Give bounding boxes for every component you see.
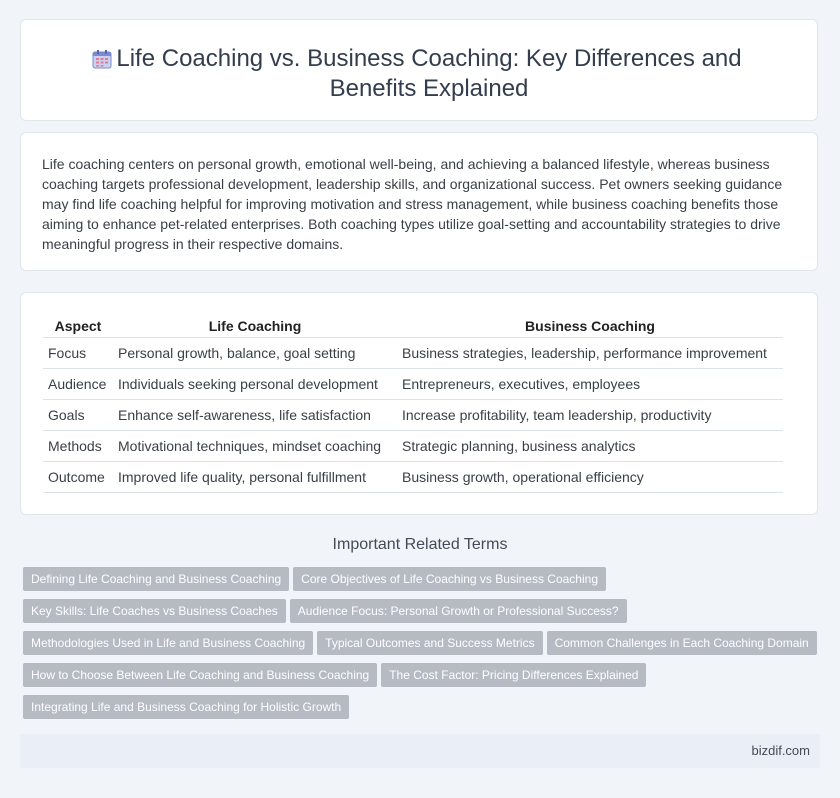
table-header-row xyxy=(43,315,783,338)
header-card xyxy=(20,19,818,121)
related-terms-title: Important Related Terms xyxy=(332,536,508,553)
table-cell: Business strategies, leadership, performance improvement xyxy=(397,338,783,369)
intro-text: Life coaching centers on personal growth, emotional well-being, and achieving a balanced lifestyle, whereas business coaching targets professional development, leadership skills, and organizational success. Pet owners seeking guidance may find life coaching helpful for improving motivation and stress management, while business coaching benefits those aiming to enhance pet-related enterprises. Both coaching types utilize goal-setting and accountability strategies to drive meaningful progress in their respective domains. xyxy=(42,156,783,252)
table-cell: Motivational techniques, mindset coaching xyxy=(113,431,397,462)
related-term-link[interactable]: Core Objectives of Life Coaching vs Business Coaching xyxy=(293,567,606,591)
footer-bar xyxy=(20,734,820,768)
table-cell: Improved life quality, personal fulfillment xyxy=(113,462,397,493)
table-row xyxy=(43,369,783,400)
table-cell: Audience xyxy=(43,369,113,400)
comparison-table xyxy=(43,315,783,493)
comparison-card xyxy=(20,292,818,515)
related-terms-list xyxy=(23,567,823,727)
related-term-link[interactable]: The Cost Factor: Pricing Differences Explained xyxy=(381,663,646,687)
column-header: Business Coaching xyxy=(397,315,783,338)
table-cell: Outcome xyxy=(43,462,113,493)
intro-card xyxy=(20,132,818,271)
table-row xyxy=(43,400,783,431)
related-term-link[interactable]: Audience Focus: Personal Growth or Professional Success? xyxy=(290,599,627,623)
table-cell: Strategic planning, business analytics xyxy=(397,431,783,462)
related-term-link[interactable]: Typical Outcomes and Success Metrics xyxy=(317,631,542,655)
table-row xyxy=(43,462,783,493)
table-row xyxy=(43,431,783,462)
table-cell: Increase profitability, team leadership, productivity xyxy=(397,400,783,431)
table-cell: Enhance self-awareness, life satisfaction xyxy=(113,400,397,431)
related-term-link[interactable]: How to Choose Between Life Coaching and Business Coaching xyxy=(23,663,377,687)
footer-site-link[interactable]: bizdif.com xyxy=(751,743,810,758)
table-cell: Focus xyxy=(43,338,113,369)
table-row xyxy=(43,338,783,369)
table-cell: Business growth, operational efficiency xyxy=(397,462,783,493)
related-term-link[interactable]: Methodologies Used in Life and Business Coaching xyxy=(23,631,313,655)
related-term-link[interactable]: Key Skills: Life Coaches vs Business Coaches xyxy=(23,599,286,623)
related-term-link[interactable]: Common Challenges in Each Coaching Domain xyxy=(547,631,817,655)
column-header: Aspect xyxy=(43,315,113,338)
column-header: Life Coaching xyxy=(113,315,397,338)
table-cell: Goals xyxy=(43,400,113,431)
related-term-link[interactable]: Integrating Life and Business Coaching for Holistic Growth xyxy=(23,695,349,719)
page-title: Life Coaching vs. Business Coaching: Key Differences and Benefits Explained xyxy=(116,45,742,102)
related-term-link[interactable]: Defining Life Coaching and Business Coaching xyxy=(23,567,289,591)
table-cell: Individuals seeking personal development xyxy=(113,369,397,400)
table-cell: Methods xyxy=(43,431,113,462)
table-cell: Personal growth, balance, goal setting xyxy=(113,338,397,369)
table-cell: Entrepreneurs, executives, employees xyxy=(397,369,783,400)
